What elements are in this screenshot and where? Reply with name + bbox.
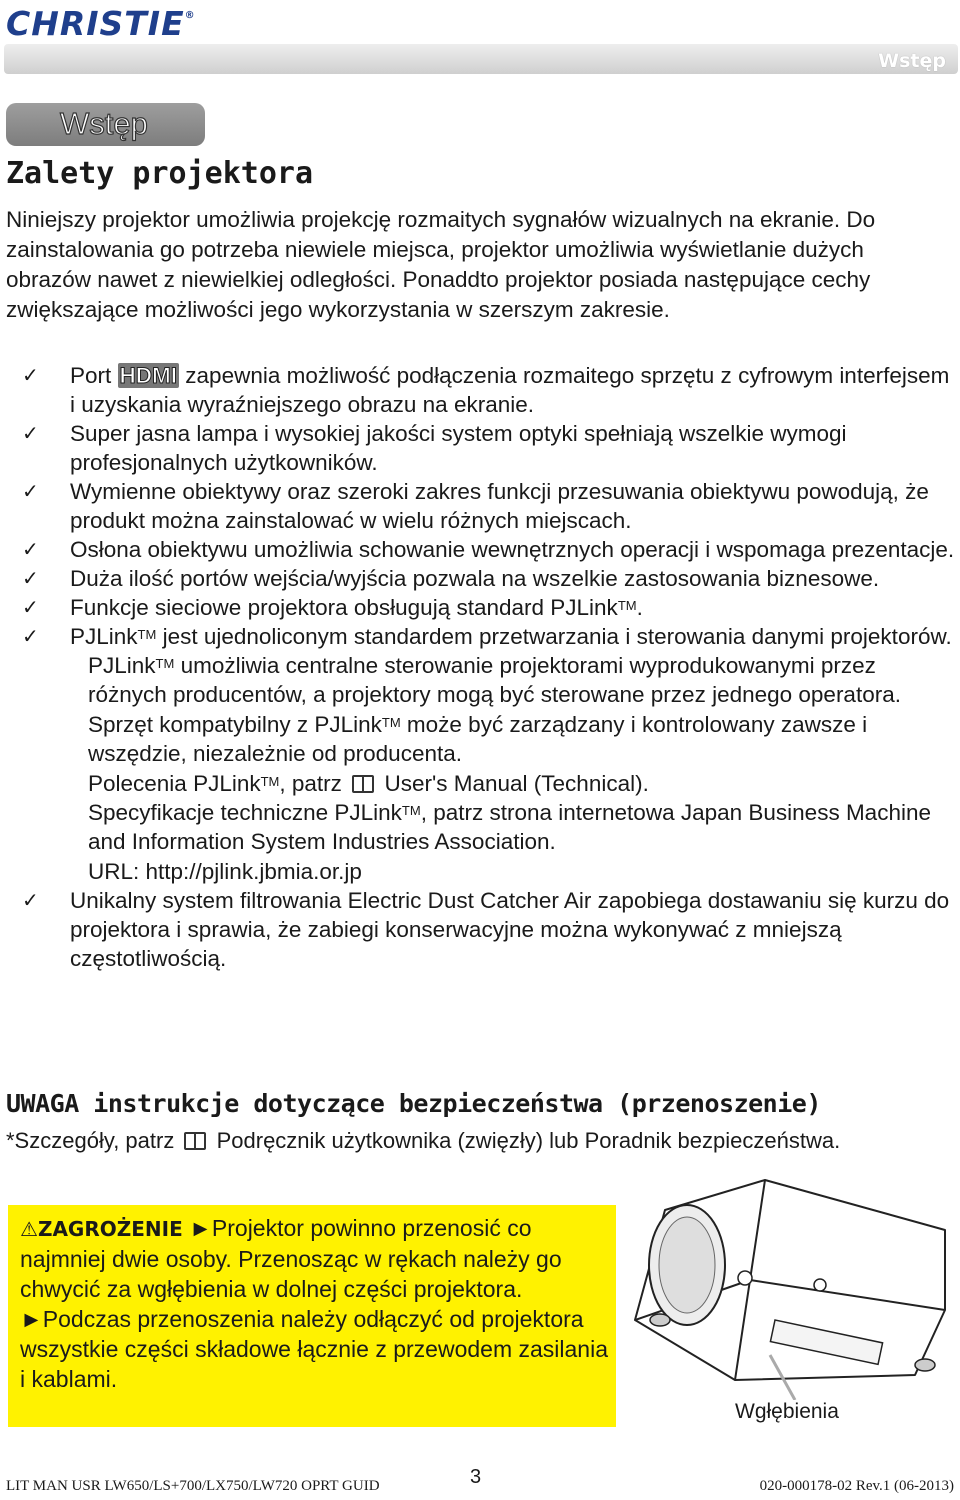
list-item <box>6 886 956 973</box>
figure-caption: Wgłębienia <box>735 1400 839 1423</box>
warning-text-1: Projektor powinno przenosić co najmniej dwie osoby. Przenosząc w rękach należy go chwycić za wgłębienia w dolnej części projektora. <box>20 1215 562 1302</box>
bullet-text: Duża ilość portów wejścia/wyjścia pozwala na wszelkie zastosowania biznesowe. <box>70 566 880 591</box>
bullet-text: Funkcje sieciowe projektora obsługują standard PJLink <box>70 595 618 620</box>
para-text: Specyfikacje techniczne PJLink <box>88 800 402 826</box>
bullet-text: Wymienne obiektywy oraz szeroki zakres funkcji przesuwania obiektywu powodują, że produkt można zainstalować w wielu różnych miejscach. <box>70 479 929 533</box>
trademark: TM <box>617 598 637 613</box>
book-icon <box>352 775 374 793</box>
list-item <box>6 564 956 593</box>
bullet-text: zapewnia możliwość podłączenia rozmaitego sprzętu z cyfrowym interfejsem i uzyskania wyraźniejszego obrazu na ekranie. <box>70 363 950 417</box>
para-text: może być zarządzany i kontrolowany zawsze i wszędzie, niezależnie od producenta. <box>88 711 868 767</box>
header-bar <box>4 44 958 74</box>
hdmi-logo: HDMI <box>119 363 178 388</box>
check-icon: ✓ <box>22 566 39 590</box>
check-icon: ✓ <box>22 421 39 445</box>
trademark: TM <box>401 803 421 819</box>
bullet-text: jest ujednoliconym standardem przetwarzania i sterowania danymi projektorów. <box>156 624 952 649</box>
check-icon: ✓ <box>22 363 39 387</box>
list-item <box>6 622 956 651</box>
safety-note <box>6 1128 840 1154</box>
bullet-text: Osłona obiektywu umożliwia schowanie wewnętrznych operacji i wspomaga prezentacje. <box>70 537 955 562</box>
trademark: TM <box>381 714 401 730</box>
note-text: Podręcznik użytkownika (zwięzły) lub Poradnik bezpieczeństwa. <box>216 1128 841 1153</box>
list-item <box>6 535 956 564</box>
pjlink-specs-paragraph <box>6 798 956 857</box>
page-heading: Zalety projektora <box>6 156 314 191</box>
trademark: TM <box>137 627 157 642</box>
header-section-title: Wstęp <box>878 50 946 72</box>
warning-icon: ⚠ <box>20 1217 38 1241</box>
trademark: TM <box>260 773 280 789</box>
bullet-text: Super jasna lampa i wysokiej jakości system optyki spełniają wszelkie wymogi profesjonalnych użytkowników. <box>70 421 847 475</box>
warning-text <box>20 1213 610 1394</box>
para-text: , patrz strona internetowa Japan Business Machine and Information System Industries Association. <box>88 800 931 855</box>
warning-box <box>8 1205 616 1427</box>
para-text: umożliwia centralne sterowanie projektorami wyprodukowanymi przez różnych producentów, a projektory mogą być sterowane przez jednego operatora. Sprzęt kompatybilny z PJLink <box>88 653 901 737</box>
projector-illustration <box>625 1170 955 1400</box>
check-icon: ✓ <box>22 479 39 503</box>
list-item <box>6 477 956 535</box>
pjlink-url: URL: http://pjlink.jbmia.or.jp <box>88 858 362 884</box>
brand-logo <box>6 4 196 43</box>
para-text: , patrz <box>279 770 342 796</box>
feature-list <box>6 361 956 973</box>
footer-revision: 020-000178-02 Rev.1 (06-2013) <box>759 1478 954 1494</box>
check-icon: ✓ <box>22 624 39 648</box>
registered-mark: ® <box>184 10 196 21</box>
check-icon: ✓ <box>22 595 39 619</box>
footer-document-id: LIT MAN USR LW650/LS+700/LX750/LW720 OPRT GUID <box>6 1478 380 1494</box>
check-icon: ✓ <box>22 537 39 561</box>
page-number: 3 <box>470 1466 482 1488</box>
pjlink-paragraph <box>6 651 956 769</box>
para-text: Polecenia PJLink <box>88 770 261 796</box>
list-item <box>6 593 956 622</box>
brand-logo-text: CHRISTIE <box>6 4 185 43</box>
bullet-text: Port <box>70 363 112 388</box>
arrow-icon: ► <box>20 1306 43 1332</box>
danger-label: ZAGROŻENIE <box>37 1217 183 1241</box>
bullet-text: . <box>636 595 643 620</box>
list-item <box>6 419 956 477</box>
bullet-text: Unikalny system filtrowania Electric Dust Catcher Air zapobiega dostawaniu się kurzu do projektora i sprawia, że zabiegi konserwacyjne można wykonywać z mniejszą częstotliwością. <box>70 888 950 972</box>
arrow-icon: ► <box>189 1215 212 1241</box>
section-tab-label: Wstęp <box>60 106 148 141</box>
list-item <box>6 361 956 419</box>
safety-heading: UWAGA instrukcje dotyczące bezpieczeństwa (przenoszenie) <box>6 1089 821 1118</box>
intro-paragraph: Niniejszy projektor umożliwia projekcję rozmaitych sygnałów wizualnych na ekranie. Do zainstalowania go potrzeba niewiele miejsca, projektor umożliwia wyświetlanie dużych obrazów nawet z niewielkiej odległości. Ponaddto projektor posiada następujące cechy zwiększające możliwości jego wykorzystania w szerszym zakresie. <box>6 207 876 322</box>
para-text: User's Manual (Technical). <box>384 770 649 796</box>
bullet-text: PJLink <box>70 624 138 649</box>
trademark: TM <box>155 656 175 671</box>
book-icon <box>184 1132 206 1150</box>
check-icon: ✓ <box>22 888 39 913</box>
note-text: *Szczegóły, patrz <box>6 1128 175 1153</box>
warning-text-2: Podczas przenoszenia należy odłączyć od projektora wszystkie części składowe łącznie z przewodem zasilania i kablami. <box>20 1306 609 1392</box>
pjlink-commands-paragraph <box>6 769 956 798</box>
section-tab <box>6 103 205 146</box>
para-text: PJLink <box>88 653 156 678</box>
